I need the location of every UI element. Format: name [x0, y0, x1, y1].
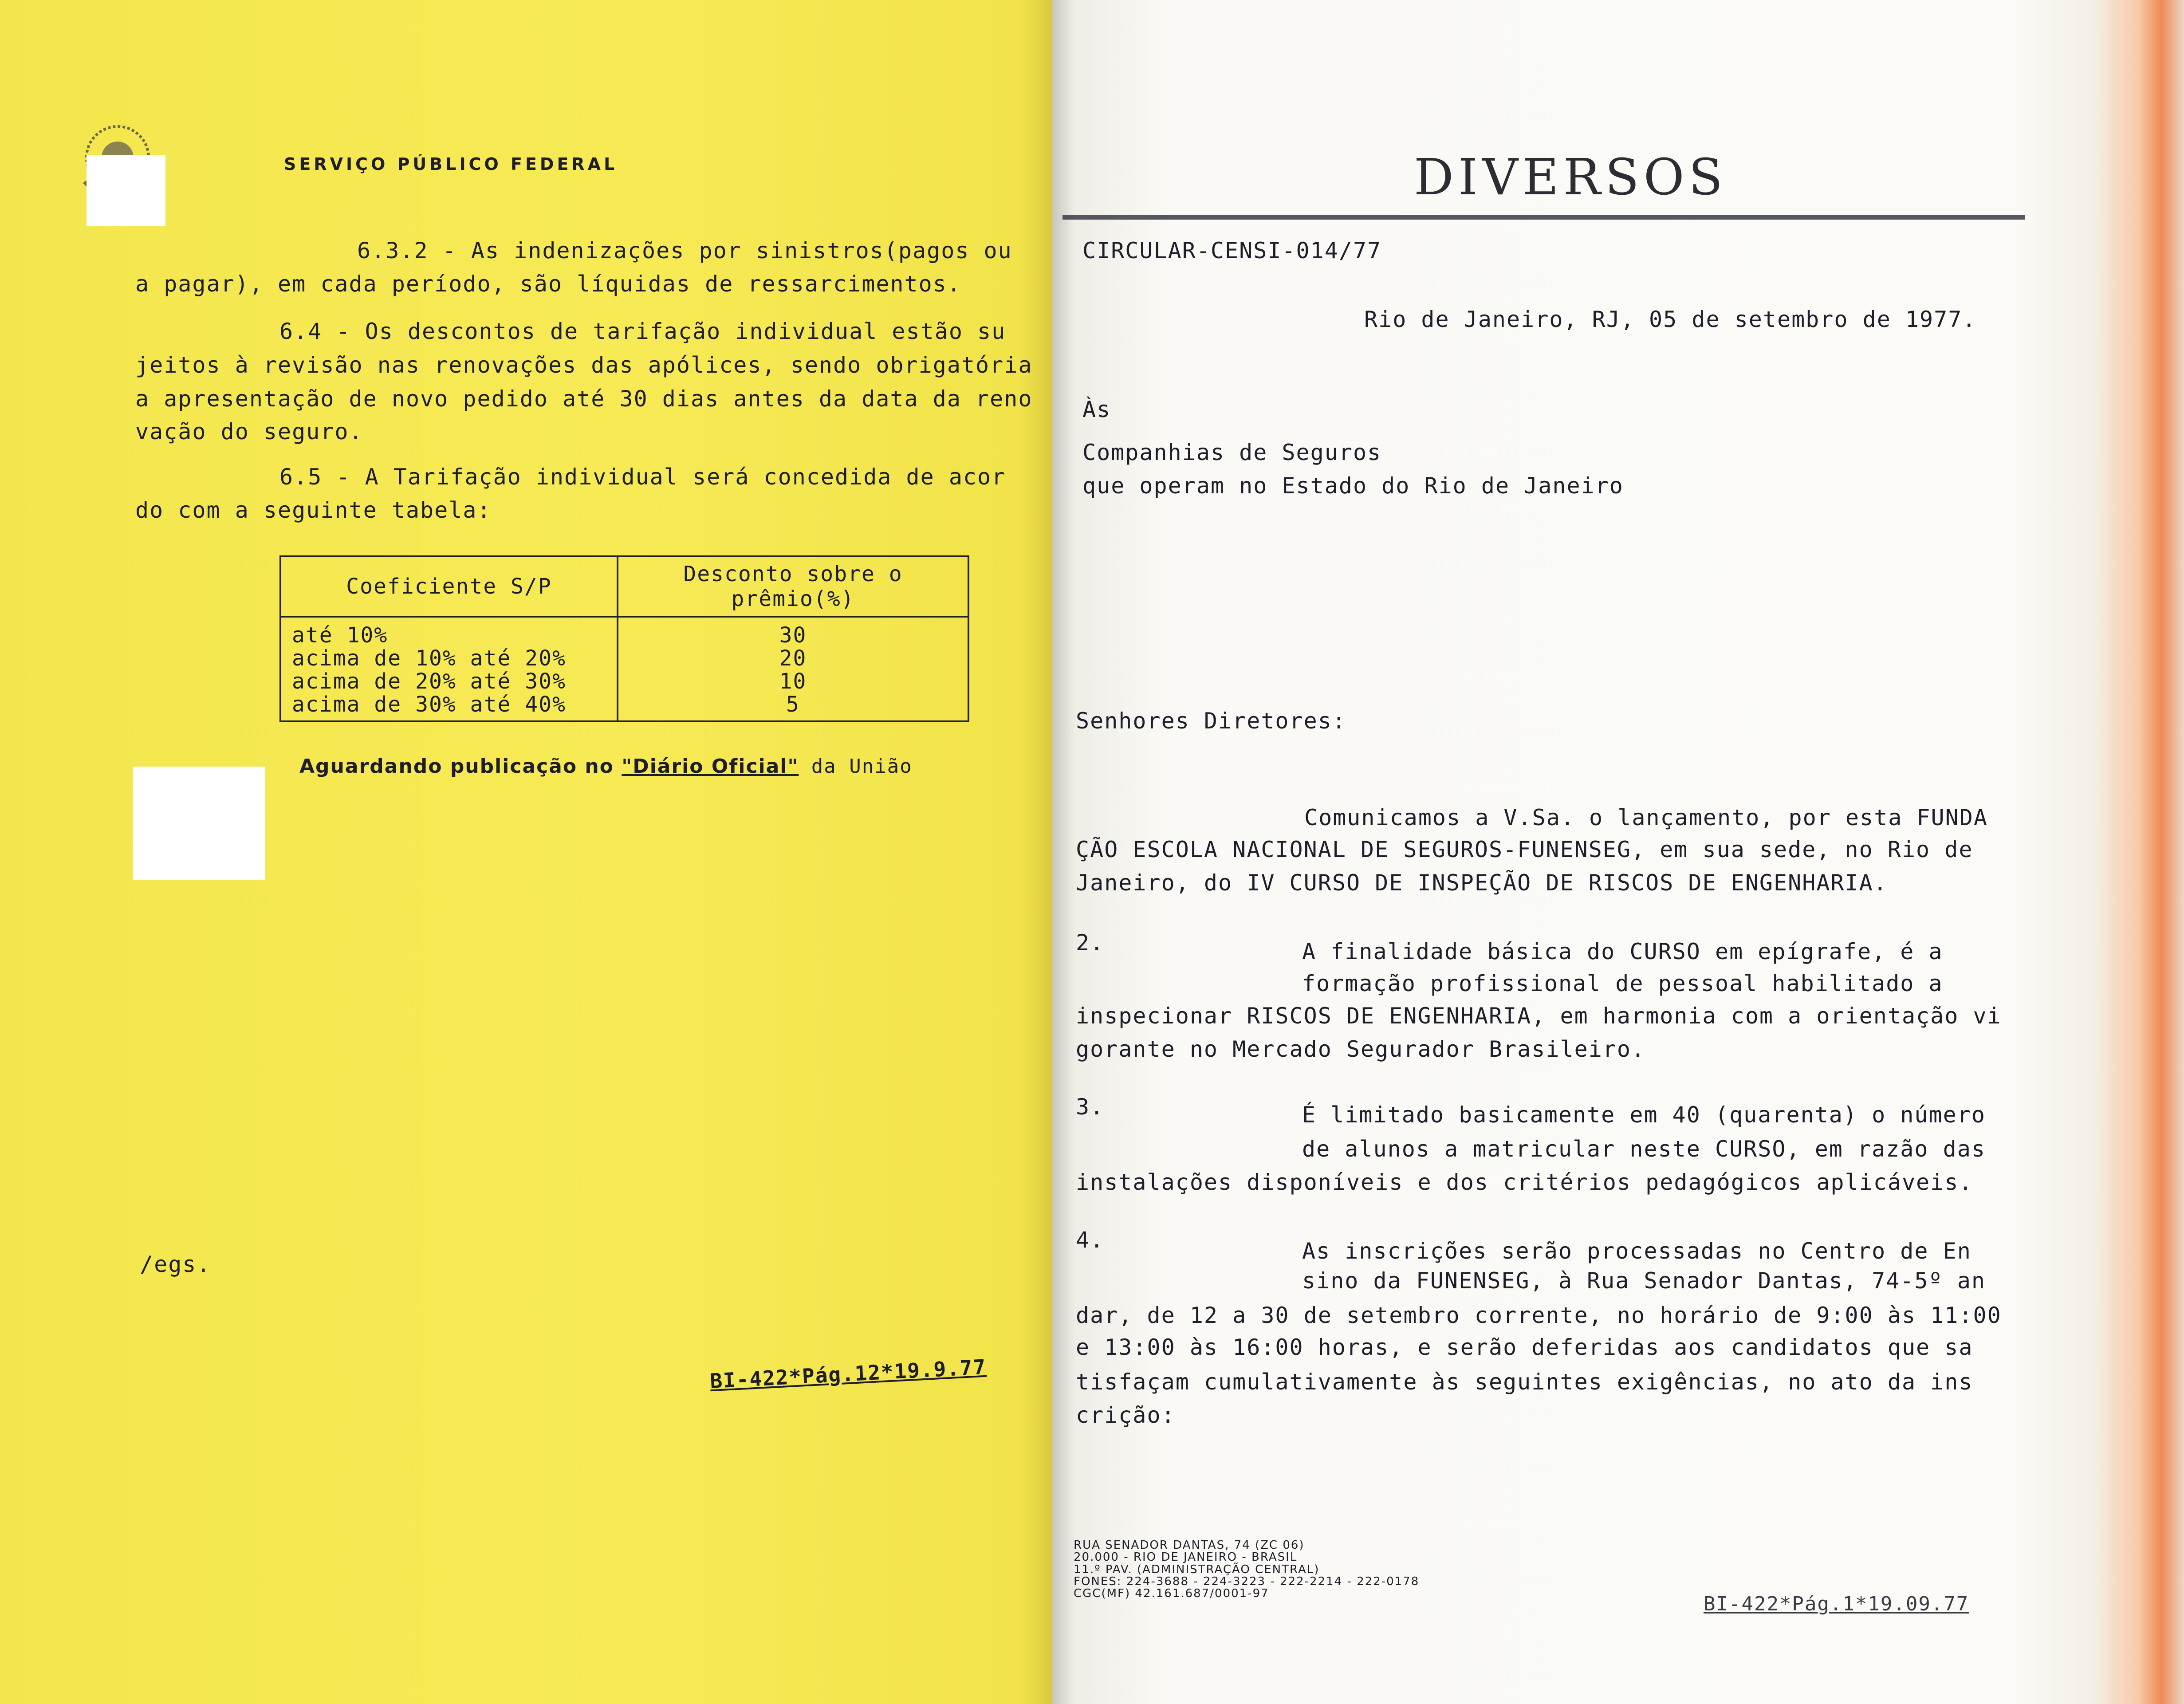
addressee-line-1: Às: [1082, 397, 1111, 422]
left-page-reference: BI-422*Pág.12*19.9.77: [709, 1354, 987, 1393]
para-2-line-4: gorante no Mercado Segurador Brasileiro.: [1076, 1036, 1646, 1062]
clause-6-3-2-line-1: 6.3.2 - As indenizações por sinistros(pagos ou: [357, 238, 1012, 264]
awaiting-text: Aguardando publicação no: [299, 755, 622, 778]
discount-cell: 20: [618, 647, 968, 670]
column-header-coefficient: Coeficiente S/P: [280, 556, 618, 617]
header-rule: [1062, 215, 2025, 220]
awaiting-publication-note: [299, 755, 913, 778]
para-4-line-4: e 13:00 às 16:00 horas, e serão deferidas aos candidatos que sa: [1076, 1334, 1973, 1360]
coefficient-cell: até 10%: [280, 617, 618, 647]
tarification-table: [279, 555, 969, 722]
coefficient-cell: acima de 30% até 40%: [280, 693, 618, 721]
coefficient-cell: acima de 10% até 20%: [280, 647, 618, 670]
discount-cell: 5: [618, 693, 968, 721]
clause-6-4-line-4: vação do seguro.: [135, 419, 363, 445]
para-1-line-1: Comunicamos a V.Sa. o lançamento, por esta FUNDA: [1304, 805, 1988, 830]
diversos-banner: DIVERSOS: [1414, 149, 1728, 206]
para-2-line-3: inspecionar RISCOS DE ENGENHARIA, em harmonia com a orientação vi: [1076, 1003, 2002, 1029]
clause-6-5-line-1: 6.5 - A Tarifação individual será concedida de acor: [279, 464, 1006, 490]
para-3-number: 3.: [1076, 1094, 1105, 1120]
para-2-line-1: A finalidade básica do CURSO em epígrafe, é a: [1302, 939, 1943, 964]
coefficient-cell: acima de 20% até 30%: [280, 670, 618, 693]
footer-line: 11.º PAV. (ADMINISTRAÇÃO CENTRAL): [1074, 1562, 1320, 1576]
para-2-number: 2.: [1076, 930, 1105, 956]
para-4-number: 4.: [1076, 1227, 1105, 1253]
clause-6-4-line-2: jeitos à revisão nas renovações das apólices, sendo obrigatória: [135, 352, 1033, 378]
circular-number: CIRCULAR-CENSI-014/77: [1082, 238, 1382, 264]
redaction-box-logo: [87, 155, 165, 226]
table-row: [280, 617, 968, 647]
redaction-box-stamp: [133, 767, 265, 880]
para-4-line-2: sino da FUNENSEG, à Rua Senador Dantas, 74-5º an: [1302, 1268, 1986, 1294]
para-3-line-2: de alunos a matricular neste CURSO, em razão das: [1302, 1136, 1986, 1162]
para-3-line-3: instalações disponíveis e dos critérios pedagógicos aplicáveis.: [1076, 1169, 1973, 1195]
uniao-text: da União: [799, 755, 913, 778]
para-3-line-1: É limitado basicamente em 40 (quarenta) o número: [1302, 1102, 1986, 1128]
discount-cell: 30: [618, 617, 968, 647]
left-page: [0, 0, 1052, 1704]
clause-6-5-line-2: do com a seguinte tabela:: [135, 497, 492, 523]
footer-line: FONES: 224-3688 - 224-3223 - 222-2214 - 222-0178: [1074, 1574, 1420, 1588]
clause-6-4-line-3: a apresentação de novo pedido até 30 dias antes da data da reno: [135, 386, 1033, 412]
typist-initials: /egs.: [140, 1251, 211, 1277]
para-1-line-2: ÇÃO ESCOLA NACIONAL DE SEGUROS-FUNENSEG, em sua sede, no Rio de: [1076, 837, 1973, 862]
clause-6-4-line-1: 6.4 - Os descontos de tarifação individual estão su: [279, 319, 1006, 344]
diario-oficial-text: "Diário Oficial": [622, 755, 799, 778]
para-4-line-1: As inscrições serão processadas no Centro de En: [1302, 1238, 1972, 1264]
table-header-row: [280, 556, 968, 617]
salutation: Senhores Diretores:: [1076, 708, 1346, 734]
footer-line: CGC(MF) 42.161.687/0001-97: [1074, 1587, 1269, 1601]
footer-line: RUA SENADOR DANTAS, 74 (ZC 06): [1074, 1539, 1305, 1552]
para-4-line-3: dar, de 12 a 30 de setembro corrente, no horário de 9:00 às 11:00: [1076, 1303, 2002, 1328]
para-4-line-5: tisfaçam cumulativamente às seguintes exigências, no ato da ins: [1076, 1369, 1973, 1395]
para-4-line-6: crição:: [1076, 1402, 1176, 1428]
discount-cell: 10: [618, 670, 968, 693]
para-1-line-3: Janeiro, do IV CURSO DE INSPEÇÃO DE RISCOS DE ENGENHARIA.: [1076, 870, 1888, 896]
right-page-reference: BI-422*Pág.1*19.09.77: [1704, 1593, 1969, 1615]
para-2-line-2: formação profissional de pessoal habilitado a: [1302, 971, 1943, 996]
addressee-line-3: que operam no Estado do Rio de Janeiro: [1082, 473, 1624, 499]
table-row: [280, 647, 968, 670]
footer-line: 20.000 - RIO DE JANEIRO - BRASIL: [1074, 1551, 1298, 1564]
clause-6-3-2-line-2: a pagar), em cada período, são líquidas de ressarcimentos.: [135, 271, 961, 297]
letter-date: Rio de Janeiro, RJ, 05 de setembro de 1977.: [1364, 307, 1977, 332]
service-header: SERVIÇO PÚBLICO FEDERAL: [284, 154, 618, 174]
table-row: [280, 693, 968, 721]
letterhead-footer: [1074, 1539, 1419, 1600]
addressee-line-2: Companhias de Seguros: [1082, 440, 1382, 465]
column-header-discount: Desconto sobre o prêmio(%): [618, 556, 968, 617]
table-row: [280, 670, 968, 693]
